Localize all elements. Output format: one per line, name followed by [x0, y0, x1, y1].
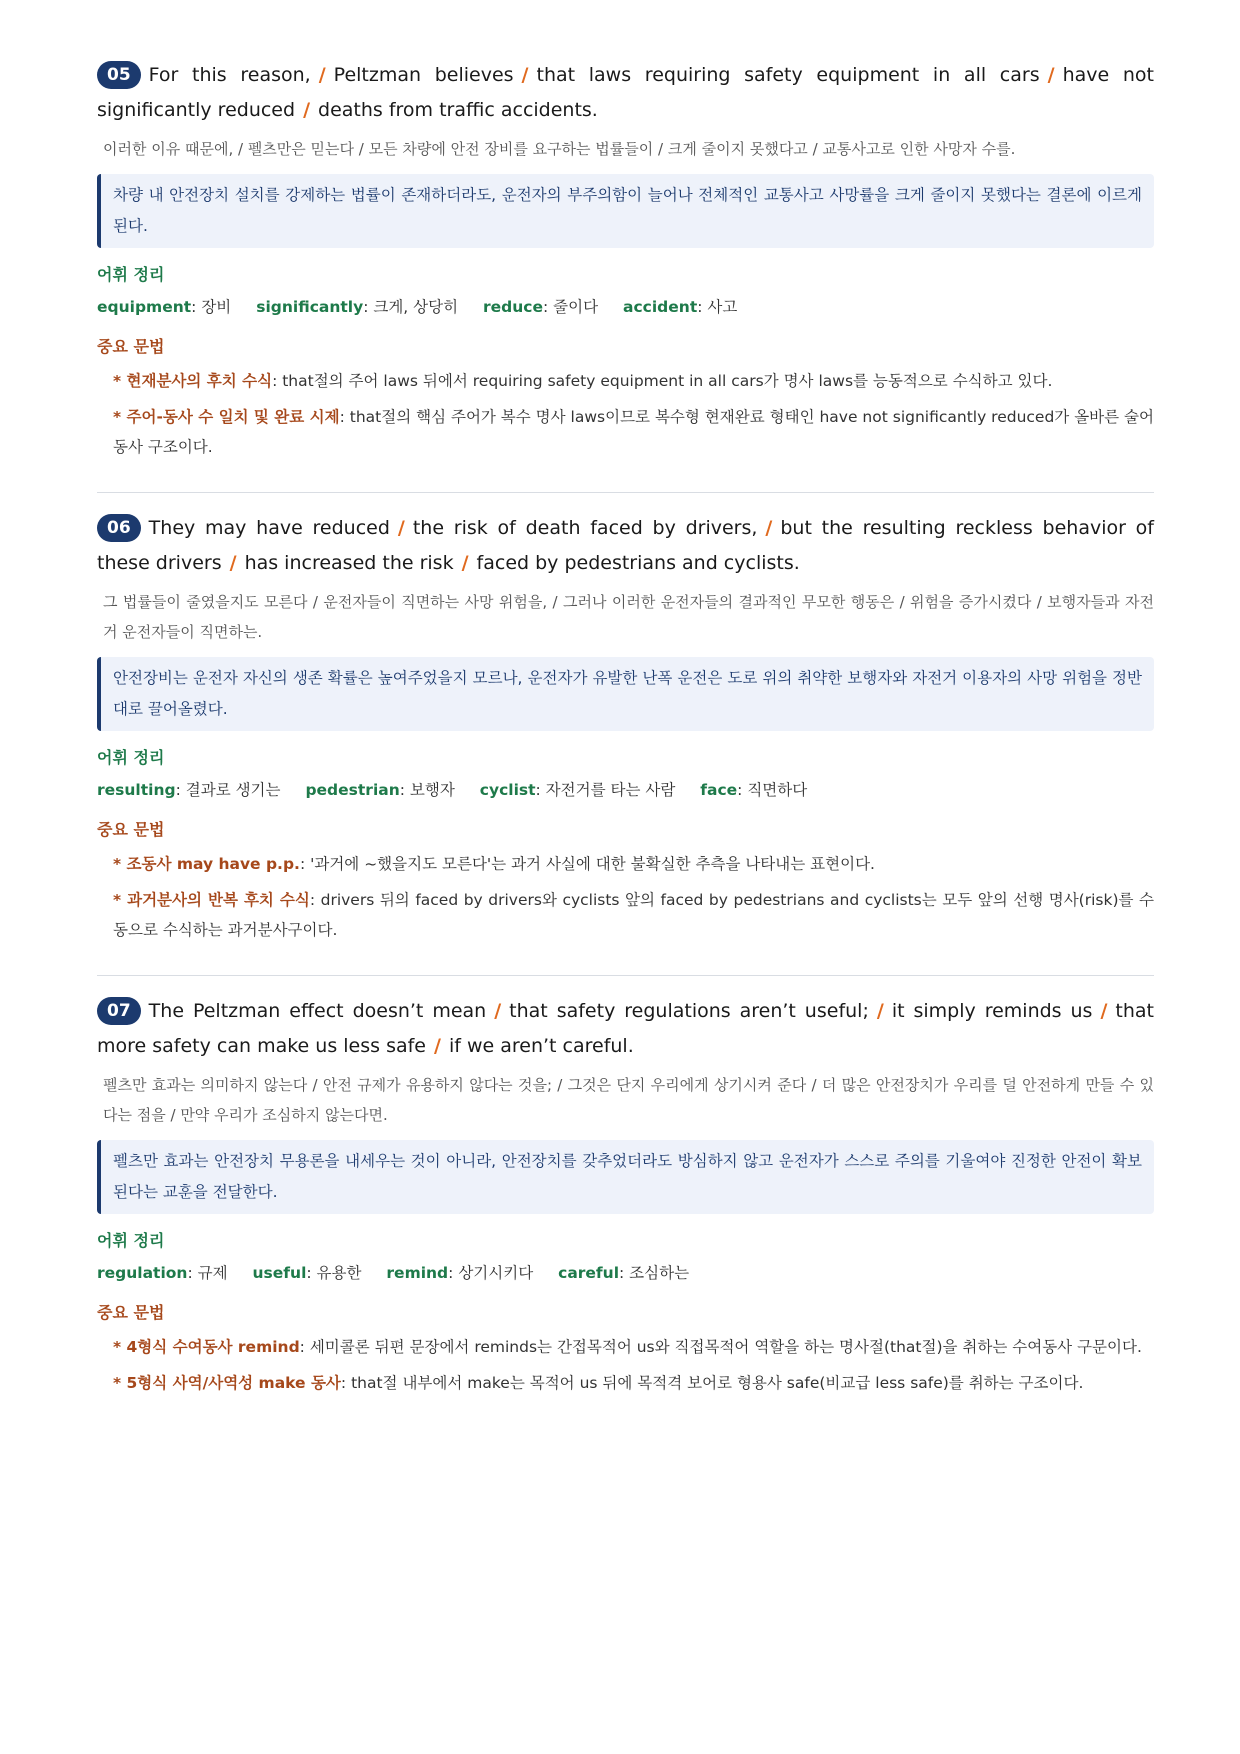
- vocab-word: face: [700, 781, 738, 799]
- slash-divider: /: [876, 1000, 884, 1022]
- vocab-word: equipment: [97, 298, 192, 316]
- slash-divider: /: [434, 1035, 441, 1057]
- vocab-meaning: : 직면하다: [737, 781, 808, 799]
- slash-divider: /: [494, 1000, 502, 1022]
- vocab-item: [256, 298, 458, 316]
- grammar-text: : that절의 주어 laws 뒤에서 requiring safety equipment in all cars가 명사 laws를 능동적으로 수식하고 있다.: [272, 372, 1053, 390]
- grammar-text: : 세미콜론 뒤편 문장에서 reminds는 간접목적어 us와 직접목적어 역할을 하는 명사절(that절)을 취하는 수여동사 구문이다.: [299, 1338, 1142, 1356]
- grammar-item: [113, 885, 1154, 945]
- grammar-title: * 과거분사의 반복 후치 수식: [113, 891, 310, 909]
- summary-box: 펠츠만 효과는 안전장치 무용론을 내세우는 것이 아니라, 안전장치를 갖추었더라도 방심하지 않고 운전자가 스스로 주의를 기울여야 진정한 안전이 확보된다는 교훈을 전달한다.: [97, 1140, 1154, 1214]
- vocab-word: significantly: [256, 298, 364, 316]
- sentence-chunk: deaths from traffic accidents.: [318, 99, 598, 121]
- vocab-word: remind: [386, 1264, 449, 1282]
- grammar-title: * 현재분사의 후치 수식: [113, 372, 273, 390]
- section-divider: [97, 975, 1154, 976]
- grammar-heading: 중요 문법: [97, 820, 165, 839]
- vocab-word: resulting: [97, 781, 176, 799]
- english-sentence: [97, 511, 1154, 581]
- vocab-list: [97, 294, 1154, 320]
- sentence-chunk: that laws requiring safety equipment in all cars: [536, 64, 1040, 86]
- grammar-item: [113, 1332, 1154, 1362]
- grammar-text: : that절의 핵심 주어가 복수 명사 laws이므로 복수형 현재완료 형태인 have not significantly reduced가 올바른 술어 동사 구조이다.: [113, 408, 1155, 456]
- sentence-chunk: Peltzman believes: [333, 64, 514, 86]
- vocab-heading: 어휘 정리: [97, 265, 165, 284]
- slash-divider: /: [1100, 1000, 1108, 1022]
- vocab-item: [253, 1264, 362, 1282]
- slash-divider: /: [397, 517, 405, 539]
- sentence-number-badge: 07: [97, 997, 141, 1025]
- vocab-item: [386, 1264, 533, 1282]
- grammar-text: : drivers 뒤의 faced by drivers와 cyclists 앞의 faced by pedestrians and cyclists는 모두 앞의 선행 명사(risk)를 수동으로 수식하는 과거분사구이다.: [113, 891, 1154, 939]
- vocab-word: regulation: [97, 1264, 188, 1282]
- vocab-word: pedestrian: [305, 781, 400, 799]
- sentence-chunk: faced by pedestrians and cyclists.: [476, 552, 800, 574]
- english-sentence: [97, 994, 1154, 1064]
- vocab-item: [97, 298, 231, 316]
- vocab-item: [97, 1264, 228, 1282]
- slash-divider: /: [1047, 64, 1055, 86]
- vocab-word: accident: [623, 298, 698, 316]
- english-sentence: [97, 58, 1154, 128]
- vocab-heading: 어휘 정리: [97, 748, 165, 767]
- sentence-chunk: For this reason,: [148, 64, 311, 86]
- sentence-chunk: The Peltzman effect doesn’t mean: [148, 1000, 487, 1022]
- vocab-meaning: : 보행자: [399, 781, 455, 799]
- vocab-item: [623, 298, 737, 316]
- grammar-title: * 4형식 수여동사 remind: [113, 1338, 300, 1356]
- grammar-item: [113, 1368, 1154, 1398]
- literal-translation: 펠츠만 효과는 의미하지 않는다 / 안전 규제가 유용하지 않다는 것을; / 그것은 단지 우리에게 상기시켜 준다 / 더 많은 안전장치가 우리를 덜 안전하게 만들 수 있다는 점을 / 만약 우리가 조심하지 않는다면.: [103, 1076, 1154, 1124]
- vocab-meaning: : 장비: [191, 298, 232, 316]
- sentence-number-badge: 06: [97, 514, 141, 542]
- sentence-chunk: it simply reminds us: [891, 1000, 1093, 1022]
- slash-divider: /: [229, 552, 237, 574]
- vocab-list: [97, 777, 1154, 803]
- vocab-word: reduce: [483, 298, 544, 316]
- sentence-chunk: but the resulting reckless behavior of these drivers: [97, 517, 1154, 574]
- literal-translation: 그 법률들이 줄였을지도 모른다 / 운전자들이 직면하는 사망 위험을, / 그러나 이러한 운전자들의 결과적인 무모한 행동은 / 위험을 증가시켰다 / 보행자들과 자전거 운전자들이 직면하는.: [103, 593, 1154, 641]
- section-06: [97, 511, 1154, 959]
- sentence-chunk: if we aren’t careful.: [448, 1035, 634, 1057]
- vocab-meaning: : 크게, 상당히: [363, 298, 459, 316]
- summary-box: 차량 내 안전장치 설치를 강제하는 법률이 존재하더라도, 운전자의 부주의함이 늘어나 전체적인 교통사고 사망률을 크게 줄이지 못했다는 결론에 이르게 된다.: [97, 174, 1154, 248]
- section-05: [97, 58, 1154, 476]
- grammar-text: : '과거에 ~했을지도 모른다'는 과거 사실에 대한 불확실한 추측을 나타내는 표현이다.: [299, 855, 875, 873]
- vocab-meaning: : 사고: [697, 298, 738, 316]
- vocab-meaning: : 자전거를 타는 사람: [535, 781, 676, 799]
- vocab-list: [97, 1260, 1154, 1286]
- vocab-meaning: : 줄이다: [543, 298, 599, 316]
- grammar-item: [113, 849, 1154, 879]
- grammar-item: [113, 402, 1154, 462]
- sentence-chunk: that more safety can make us less safe: [97, 1000, 1155, 1057]
- section-07: [97, 994, 1154, 1412]
- page: [97, 58, 1154, 1412]
- vocab-item: [700, 781, 807, 799]
- vocab-item: [480, 781, 676, 799]
- literal-translation: 이러한 이유 때문에, / 펠츠만은 믿는다 / 모든 차량에 안전 장비를 요구하는 법률들이 / 크게 줄이지 못했다고 / 교통사고로 인한 사망자 수를.: [103, 140, 1016, 158]
- vocab-item: [558, 1264, 689, 1282]
- vocab-word: cyclist: [479, 781, 536, 799]
- vocab-meaning: : 결과로 생기는: [175, 781, 281, 799]
- sentence-number-badge: 05: [97, 61, 141, 89]
- vocab-item: [483, 298, 598, 316]
- sentence-chunk: has increased the risk: [244, 552, 454, 574]
- slash-divider: /: [765, 517, 773, 539]
- slash-divider: /: [318, 64, 326, 86]
- vocab-meaning: : 조심하는: [619, 1264, 690, 1282]
- vocab-meaning: : 상기시키다: [448, 1264, 534, 1282]
- slash-divider: /: [461, 552, 469, 574]
- vocab-word: careful: [558, 1264, 620, 1282]
- vocab-item: [97, 781, 281, 799]
- sentence-chunk: have not significantly reduced: [97, 64, 1154, 121]
- sentence-chunk: that safety regulations aren’t useful;: [509, 1000, 869, 1022]
- summary-box: 안전장비는 운전자 자신의 생존 확률은 높여주었을지 모르나, 운전자가 유발한 난폭 운전은 도로 위의 취약한 보행자와 자전거 이용자의 사망 위험을 정반대로 끌어올렸다.: [97, 657, 1154, 731]
- section-divider: [97, 492, 1154, 493]
- grammar-heading: 중요 문법: [97, 337, 165, 356]
- vocab-item: [305, 781, 454, 799]
- slash-divider: /: [303, 99, 311, 121]
- sentence-chunk: They may have reduced: [148, 517, 390, 539]
- vocab-heading: 어휘 정리: [97, 1231, 165, 1250]
- grammar-title: * 5형식 사역/사역성 make 동사: [113, 1374, 341, 1392]
- grammar-title: * 주어-동사 수 일치 및 완료 시제: [113, 408, 340, 426]
- grammar-heading: 중요 문법: [97, 1303, 165, 1322]
- grammar-text: : that절 내부에서 make는 목적어 us 뒤에 목적격 보어로 형용사 safe(비교급 less safe)를 취하는 구조이다.: [340, 1374, 1084, 1392]
- vocab-word: useful: [252, 1264, 307, 1282]
- slash-divider: /: [521, 64, 529, 86]
- grammar-item: [113, 366, 1154, 396]
- grammar-title: * 조동사 may have p.p.: [113, 855, 300, 873]
- sentence-chunk: the risk of death faced by drivers,: [412, 517, 758, 539]
- vocab-meaning: : 규제: [187, 1264, 228, 1282]
- vocab-meaning: : 유용한: [306, 1264, 362, 1282]
